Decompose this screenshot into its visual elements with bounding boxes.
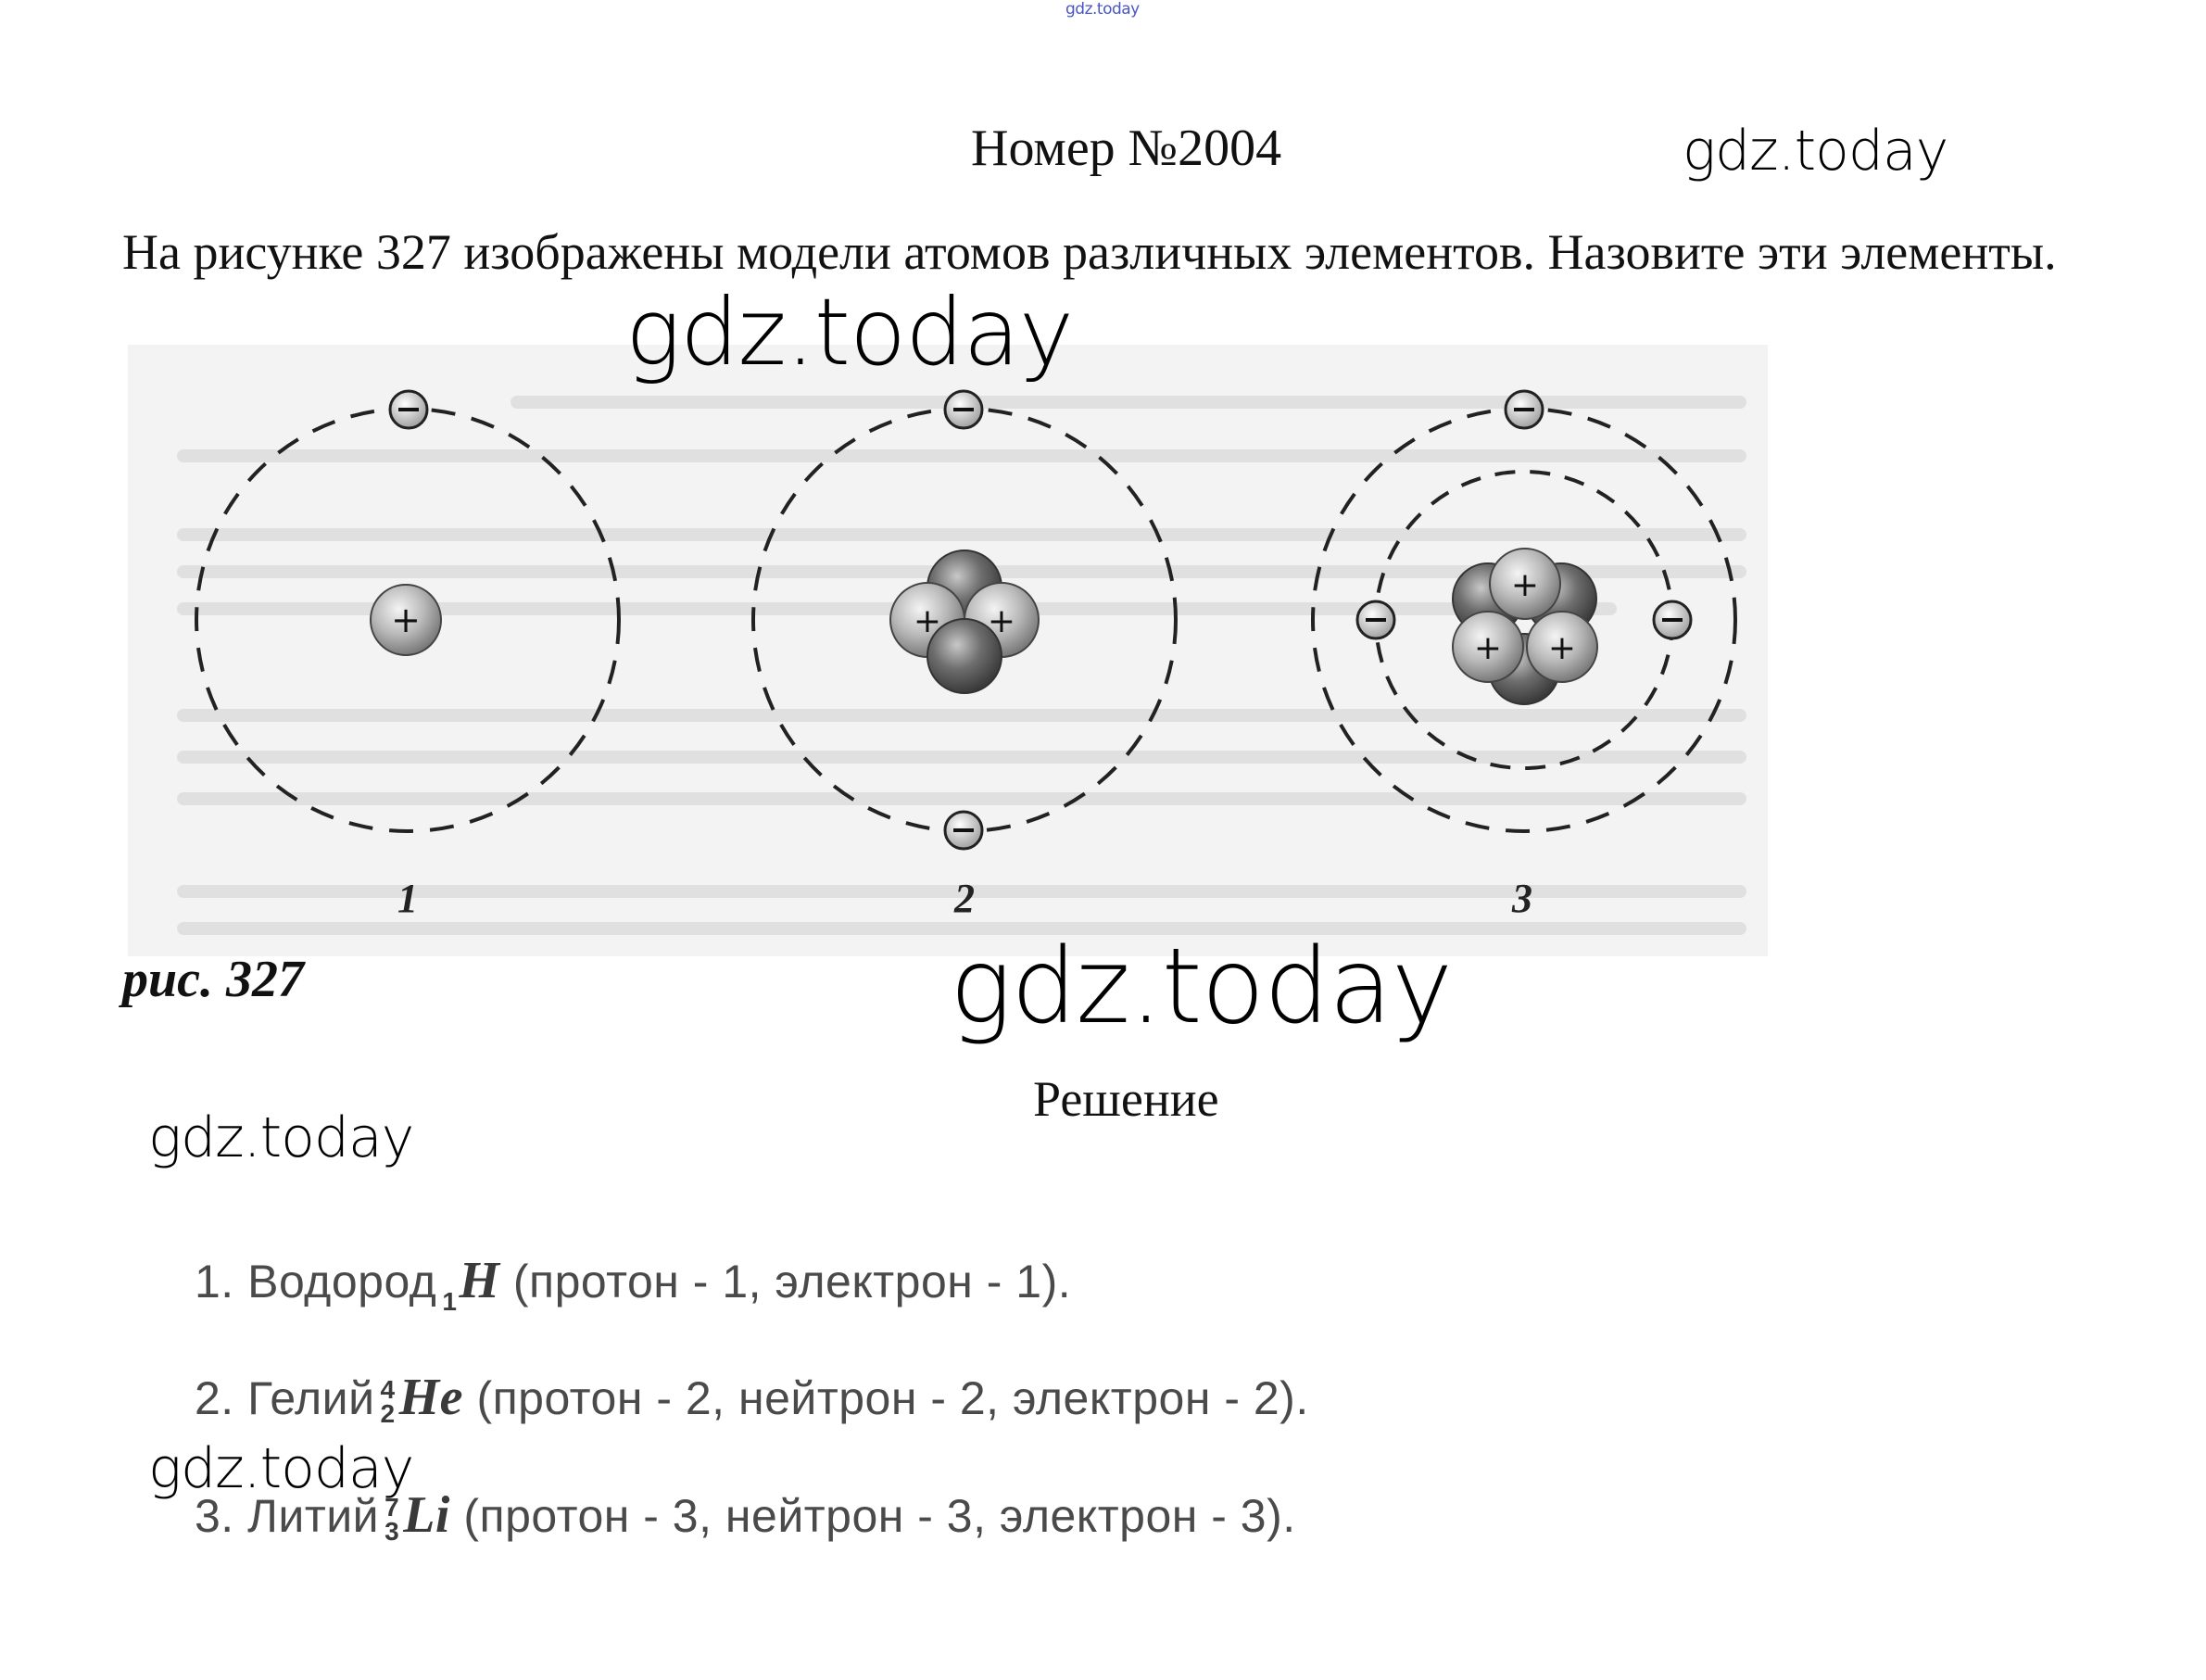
figure-caption: рис. 327 <box>122 951 304 1008</box>
plus-sign: + <box>391 600 421 640</box>
atomic-number: 3 <box>384 1516 400 1546</box>
atom-label-1: 1 <box>397 876 418 921</box>
answer-number: 2. <box>195 1372 234 1424</box>
question-text: На рисунке 327 изображены модели атомов различных элементов. Назовите эти элементы. <box>122 224 2057 280</box>
element-name: Водород <box>247 1256 437 1307</box>
watermark: gdz.today <box>950 927 1453 1047</box>
watermark: gdz.today <box>148 1105 414 1170</box>
plus-sign: + <box>1547 629 1577 667</box>
plus-sign: + <box>1510 566 1540 604</box>
plus-sign: + <box>1473 629 1503 667</box>
atom-label-3: 3 <box>1512 876 1532 921</box>
atom-models-figure <box>128 345 1768 956</box>
top-watermark-link[interactable]: gdz.today <box>1065 0 1140 19</box>
watermark: gdz.today <box>625 278 1074 386</box>
element-symbol: Li <box>403 1486 450 1544</box>
answer-item-2 <box>195 1368 1309 1427</box>
element-name: Литий <box>247 1490 380 1542</box>
watermark: gdz.today <box>148 1436 414 1501</box>
isotope-notation <box>380 1374 396 1428</box>
answer-details: (протон - 3, нейтрон - 3, электрон - 3). <box>463 1490 1296 1542</box>
answer-details: (протон - 1, электрон - 1). <box>512 1256 1072 1307</box>
answer-number: 1. <box>195 1256 234 1307</box>
element-symbol: He <box>398 1369 464 1426</box>
isotope-notation <box>384 1492 400 1546</box>
answer-details: (протон - 2, нейтрон - 2, электрон - 2). <box>476 1372 1309 1424</box>
plus-sign: + <box>913 602 942 640</box>
mass-number: 7 <box>384 1492 400 1522</box>
atom-models-svg <box>128 345 1768 956</box>
atom-label-2: 2 <box>954 876 975 921</box>
plus-sign: + <box>987 602 1016 640</box>
atomic-number: 1 <box>442 1287 458 1316</box>
element-symbol: H <box>459 1252 500 1309</box>
atomic-number: 2 <box>380 1398 396 1428</box>
solution-heading: Решение <box>1033 1071 1219 1127</box>
watermark: gdz.today <box>1683 119 1948 183</box>
page-title: Номер №2004 <box>971 120 1282 177</box>
answer-item-1 <box>195 1251 1072 1316</box>
mass-number: 4 <box>380 1374 396 1404</box>
answer-number: 3. <box>195 1490 234 1542</box>
element-name: Гелий <box>247 1372 375 1424</box>
